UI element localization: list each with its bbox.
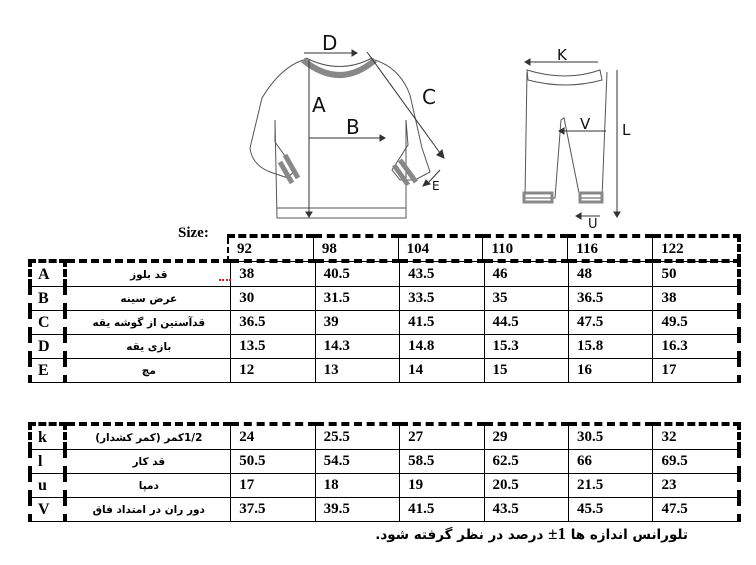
- cell: 46: [484, 261, 568, 287]
- row-code: B: [30, 287, 65, 311]
- cell: 35: [484, 287, 568, 311]
- top-measurements-table: [28, 259, 741, 383]
- table-row: [30, 261, 739, 287]
- table-row: [30, 498, 739, 522]
- cell: 24: [231, 424, 315, 450]
- label-v: V: [580, 115, 591, 133]
- cell: 30.5: [569, 424, 653, 450]
- cell: 48: [569, 261, 653, 287]
- label-u: U: [588, 217, 598, 230]
- spellcheck-mark: [219, 279, 231, 281]
- cell: 14.8: [400, 335, 484, 359]
- cell: 38: [653, 287, 739, 311]
- cell: 14: [400, 359, 484, 383]
- cell: 21.5: [569, 474, 653, 498]
- size-label: Size:: [178, 225, 209, 241]
- cell: 50.5: [231, 450, 315, 474]
- cell: 36.5: [569, 287, 653, 311]
- row-description: عرض سینه: [65, 287, 230, 311]
- cell: 37.5: [231, 498, 315, 522]
- table-row: [30, 450, 739, 474]
- cell: 13.5: [231, 335, 315, 359]
- table-row: [30, 474, 739, 498]
- row-description: قدآستین از گوشه یقه: [65, 311, 230, 335]
- cell: 15.8: [569, 335, 653, 359]
- row-description: دمپا: [65, 474, 230, 498]
- cell: 40.5: [315, 261, 399, 287]
- table-row: [30, 359, 739, 383]
- cell: 23: [653, 474, 739, 498]
- cell: 20.5: [484, 474, 568, 498]
- cell: 17: [231, 474, 315, 498]
- row-code: k: [30, 424, 65, 450]
- row-code: E: [30, 359, 65, 383]
- cell: 43.5: [484, 498, 568, 522]
- cell: 32: [653, 424, 739, 450]
- row-code: l: [30, 450, 65, 474]
- pants-diagram: [500, 30, 650, 230]
- cell: 31.5: [315, 287, 399, 311]
- cell: 16.3: [653, 335, 739, 359]
- cell: 45.5: [569, 498, 653, 522]
- cell: 39: [315, 311, 399, 335]
- cell: 50: [653, 261, 739, 287]
- cell: 14.3: [315, 335, 399, 359]
- row-description: قد بلوز: [65, 261, 230, 287]
- table-row: [30, 424, 739, 450]
- label-e: E: [432, 179, 440, 193]
- cell: 49.5: [653, 311, 739, 335]
- cell: 41.5: [400, 311, 484, 335]
- size-122: 122: [653, 236, 739, 262]
- cell: 62.5: [484, 450, 568, 474]
- size-header-table: [227, 234, 741, 262]
- table-row: [30, 311, 739, 335]
- table-row: [30, 335, 739, 359]
- tolerance-note: تلورانس اندازه ها ±1 درصد در نظر گرفته شود.: [375, 524, 688, 543]
- cell: 25.5: [315, 424, 399, 450]
- size-110: 110: [483, 236, 568, 262]
- cell: 54.5: [315, 450, 399, 474]
- row-description: مچ: [65, 359, 230, 383]
- row-code: V: [30, 498, 65, 522]
- row-description: بازی یقه: [65, 335, 230, 359]
- cell: 18: [315, 474, 399, 498]
- cell: 58.5: [400, 450, 484, 474]
- cell: 38: [231, 261, 315, 287]
- cell: 41.5: [400, 498, 484, 522]
- cell: 19: [400, 474, 484, 498]
- cell: 17: [653, 359, 739, 383]
- cell: 16: [569, 359, 653, 383]
- cell: 43.5: [400, 261, 484, 287]
- label-d: D: [322, 31, 338, 55]
- label-a: A: [312, 93, 326, 117]
- cell: 66: [569, 450, 653, 474]
- size-116: 116: [568, 236, 653, 262]
- cell: 13: [315, 359, 399, 383]
- cell: 29: [484, 424, 568, 450]
- cell: 47.5: [653, 498, 739, 522]
- cell: 44.5: [484, 311, 568, 335]
- row-description: 1/2کمر (کمر کشدار): [65, 424, 230, 450]
- cell: 15: [484, 359, 568, 383]
- cell: 47.5: [569, 311, 653, 335]
- label-c: C: [422, 85, 436, 109]
- cell: 69.5: [653, 450, 739, 474]
- label-k: K: [557, 46, 567, 64]
- row-code: u: [30, 474, 65, 498]
- row-description: قد کار: [65, 450, 230, 474]
- tolerance-value: ±1: [548, 524, 566, 543]
- size-104: 104: [398, 236, 483, 262]
- size-header-row: [228, 236, 739, 262]
- row-code: A: [30, 261, 65, 287]
- cell: 36.5: [231, 311, 315, 335]
- cell: 12: [231, 359, 315, 383]
- size-98: 98: [313, 236, 398, 262]
- cell: 30: [231, 287, 315, 311]
- row-code: D: [30, 335, 65, 359]
- cell: 15.3: [484, 335, 568, 359]
- table-row: [30, 287, 739, 311]
- cell: 27: [400, 424, 484, 450]
- label-l: L: [622, 121, 631, 139]
- label-b: B: [346, 115, 360, 139]
- row-description: دور ران در امتداد فاق: [65, 498, 230, 522]
- bottom-measurements-table: [28, 422, 741, 522]
- sweatshirt-diagram: [240, 20, 460, 225]
- cell: 39.5: [315, 498, 399, 522]
- row-code: C: [30, 311, 65, 335]
- cell: 33.5: [400, 287, 484, 311]
- size-92: 92: [228, 236, 313, 262]
